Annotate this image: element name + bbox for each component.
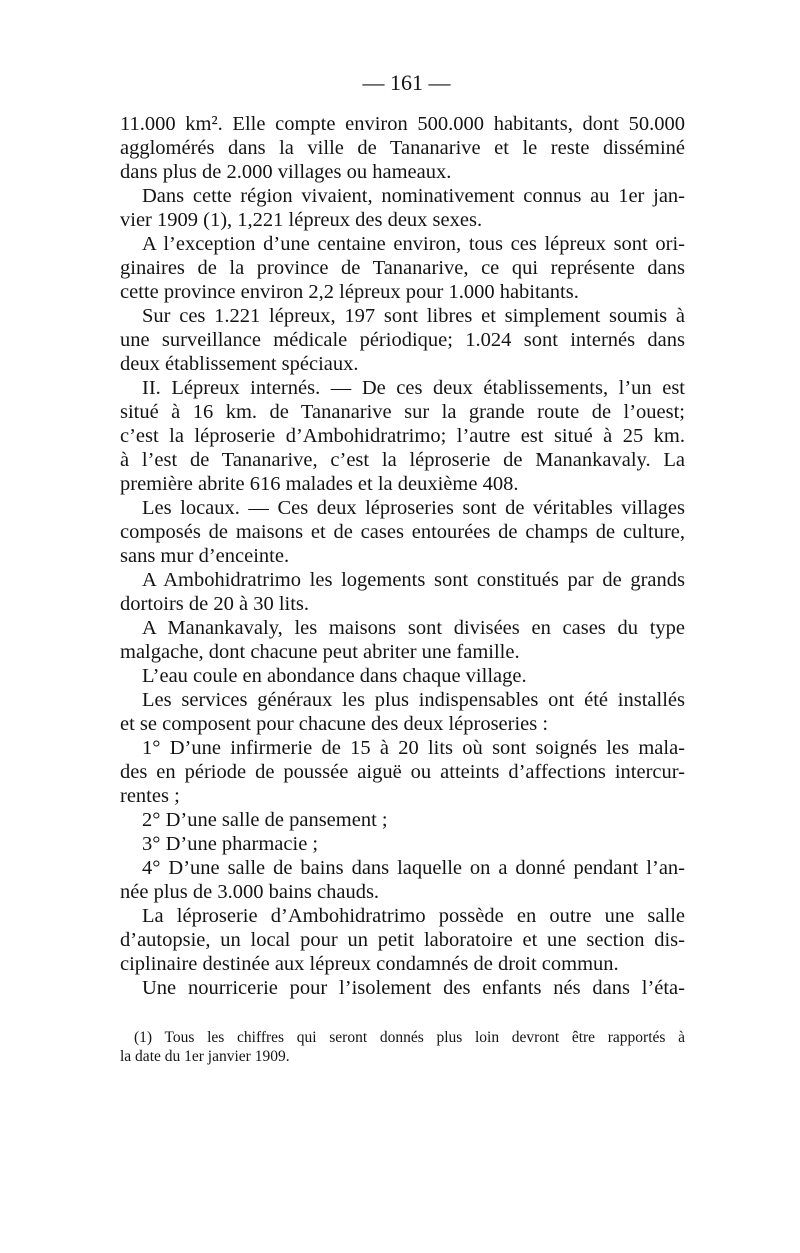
text-line: 11.000 km². Elle compte environ 500.000 habitants, dont 50.000	[120, 113, 685, 135]
text-line: Une nourricerie pour l’isolement des enfants nés dans l’éta-	[142, 977, 685, 999]
text-line: et se composent pour chacune des deux léproseries :	[120, 713, 549, 735]
book-page	[120, 70, 685, 1066]
text-line: 3° D’une pharmacie ;	[142, 833, 319, 855]
text-line: L’eau coule en abondance dans chaque village.	[142, 665, 527, 687]
text-line: des en période de poussée aiguë ou atteints d’affections intercur-	[120, 761, 685, 783]
body-text	[120, 112, 685, 1000]
text-line: Les services généraux les plus indispensables ont été installés	[142, 689, 685, 711]
text-line: A Ambohidratrimo les logements sont constitués par de grands	[142, 569, 685, 591]
text-line: 1° D’une infirmerie de 15 à 20 lits où sont soignés les mala-	[142, 737, 685, 759]
text-line: A Manankavaly, les maisons sont divisées en cases du type	[142, 617, 685, 639]
text-line: La léproserie d’Ambohidratrimo possède en outre une salle	[142, 905, 685, 927]
text-line: II. Lépreux internés. — De ces deux établissements, l’un est	[142, 377, 685, 399]
text-line: ginaires de la province de Tananarive, ce qui représente dans	[120, 257, 685, 279]
text-line: dans plus de 2.000 villages ou hameaux.	[120, 161, 452, 183]
text-line: d’autopsie, un local pour un petit laboratoire et une section dis-	[120, 929, 685, 951]
text-line: situé à 16 km. de Tananarive sur la grande route de l’ouest;	[120, 401, 685, 423]
page-number: — 161 —	[362, 70, 451, 95]
footnote-line: (1) Tous les chiffres qui seront donnés plus loin devront être rapportés à	[134, 1029, 685, 1046]
text-line: agglomérés dans la ville de Tananarive et le reste disséminé	[120, 137, 685, 159]
text-line: c’est la léproserie d’Ambohidratrimo; l’autre est situé à 25 km.	[120, 425, 685, 447]
text-line: ciplinaire destinée aux lépreux condamnés de droit commun.	[120, 953, 619, 975]
text-line: deux établissement spéciaux.	[120, 353, 359, 375]
text-line: vier 1909 (1), 1,221 lépreux des deux sexes.	[120, 209, 483, 231]
text-line: Les locaux. — Ces deux léproseries sont de véritables villages	[142, 497, 685, 519]
text-line: Sur ces 1.221 lépreux, 197 sont libres et simplement soumis à	[142, 305, 685, 327]
footnote	[120, 1028, 685, 1066]
text-line: malgache, dont chacune peut abriter une famille.	[120, 641, 520, 663]
text-line: Dans cette région vivaient, nominativement connus au 1er jan-	[142, 185, 685, 207]
text-line: dortoirs de 20 à 30 lits.	[120, 593, 310, 615]
text-line: cette province environ 2,2 lépreux pour 1.000 habitants.	[120, 281, 579, 303]
text-line: composés de maisons et de cases entourées de champs de culture,	[120, 521, 685, 543]
text-line: à l’est de Tananarive, c’est la léproserie de Manankavaly. La	[120, 449, 685, 471]
footnote-line: la date du 1er janvier 1909.	[120, 1048, 290, 1065]
text-line: née plus de 3.000 bains chauds.	[120, 881, 380, 903]
text-line: rentes ;	[120, 785, 180, 807]
text-line: une surveillance médicale périodique; 1.024 sont internés dans	[120, 329, 685, 351]
text-line: 4° D’une salle de bains dans laquelle on a donné pendant l’an-	[142, 857, 685, 879]
text-line: A l’exception d’une centaine environ, tous ces lépreux sont ori-	[142, 233, 685, 255]
text-line: 2° D’une salle de pansement ;	[142, 809, 388, 831]
text-line: sans mur d’enceinte.	[120, 545, 290, 567]
text-line: première abrite 616 malades et la deuxième 408.	[120, 473, 519, 495]
